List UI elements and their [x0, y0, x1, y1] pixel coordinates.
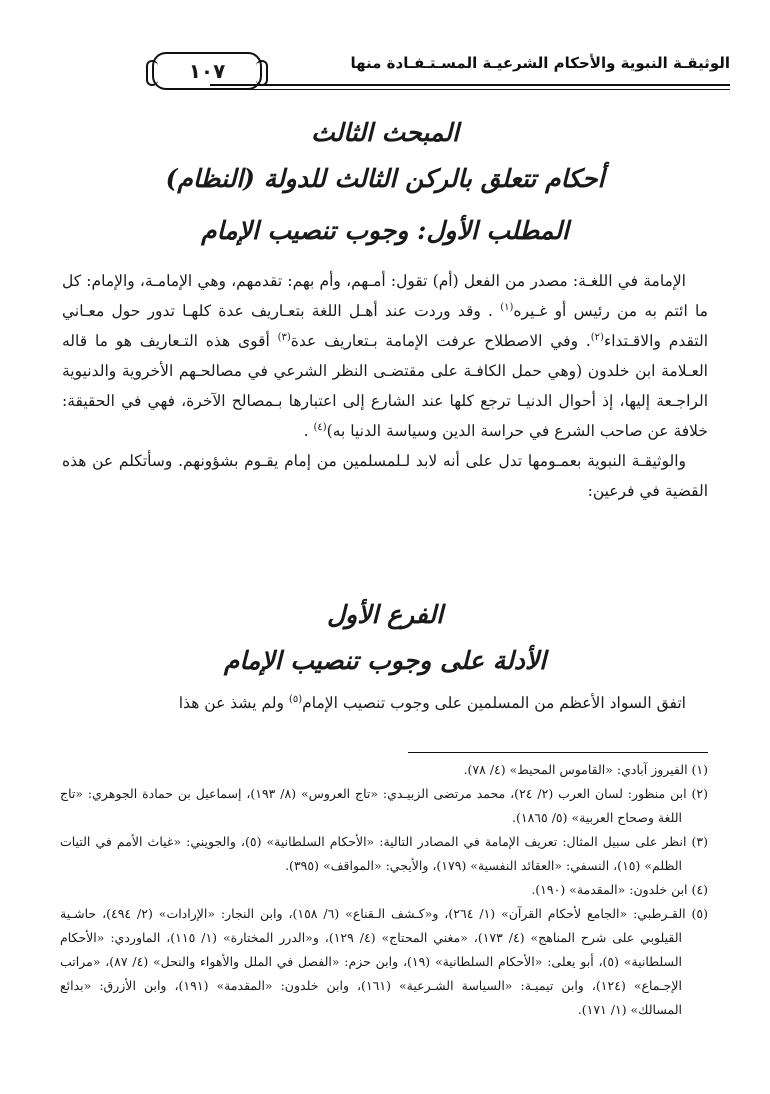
footnote-separator [408, 752, 708, 753]
footnote-ref-1: (١) [500, 301, 514, 313]
branch-heading: الفرع الأول [326, 600, 444, 629]
page-number-badge [152, 52, 262, 90]
footnote-2: (٢) ابن منظور: لسان العرب (٢/ ٢٤)، محمد مرتضى الزبيـدي: «تاج العروس» (٨/ ١٩٣)، إسماعيل بن حمادة الجوهري: «تاج اللغة وصحاح العربية» (٥/ ١٨٦٥). [60, 786, 708, 825]
header-rule-thin [210, 89, 730, 90]
running-header [60, 48, 730, 100]
footnote-ref-2: (٢) [590, 331, 604, 343]
text-run: . [303, 422, 314, 440]
header-rule [210, 84, 730, 86]
footnote-3: (٣) انظر على سبيل المثال: تعريف الإمامة في المصادر التالية: «الأحكام السلطانية» (٥)، والجويني: «غياث الأمم في التيات الظلم» (١٥)، النسفي: «العقائد النفسية» (١٧٩)، والأيجي: «المواقف» (٣٩٥). [60, 834, 709, 873]
paragraph-definition [62, 266, 708, 446]
header-title: الوثيقـة النبوية والأحكام الشرعيـة المسـتـفـادة منها [350, 54, 730, 72]
paragraph-consensus [62, 688, 708, 718]
text-run: ولم يشذ عن هذا [178, 694, 289, 712]
footnotes [60, 758, 708, 1022]
page-number: ١٠٧ [188, 59, 226, 83]
chapter-heading: أحكام تتعلق بالركن الثالث للدولة (النظام) [165, 164, 605, 193]
text-run: . وقد وردت عند أهـل اللغة بتعـاريف عدة كلهـا تدور حول معـاني التقدم والاقـتداء [62, 302, 708, 350]
footnote-ref-4: (٤) [313, 421, 327, 433]
branch-title-heading: الأدلة على وجوب تنصيب الإمام [223, 646, 547, 675]
text-run: الإمامة في اللغـة: مصدر من الفعل (أم) تقول: أمـهم، وأم بهم: تقدمهم، وهي الإمامـة، والإمام: كل ما ائتم به من رئيس أو غـيره [62, 272, 708, 320]
body-text-continued [62, 688, 708, 718]
footnote-4: (٤) ابن خلدون: «المقدمة» (١٩٠). [531, 882, 708, 897]
text-run: اتفق السواد الأعظم من المسلمين على وجوب تنصيب الإمام [302, 694, 686, 712]
paragraph-document-ref: والوثيقـة النبوية بعمـومها تدل على أنه لابد لـلمسلمين من إمام يقـوم بشؤونهم. وسأتكلم عن هذه القضية في فرعين: [62, 452, 708, 500]
body-text [62, 266, 708, 506]
section-heading: المبحث الثالث [311, 118, 459, 147]
text-run: أقوى هذه التـعاريف هو ما قاله العـلامة ابن خلدون (وهي حمل الكافـة على مقتضـى النظر الشرعي في مصالحـهم الأخروية والدنيوية الراجـعة إليها، إذ أحوال الدنيـا ترجع كلها عند الشارع إلى اعتبارها بـمصالح الآخرة، فهي في الحقيقة: خلافة عن صاحب الشرع في حراسة الدين وسياسة الدنيا به) [62, 332, 708, 440]
footnote-ref-5: (٥) [288, 693, 303, 705]
footnote-ref-3: (٣) [277, 331, 291, 343]
text-run: . وفي الاصطلاح عرفت الإمامة بـتعاريف عدة [290, 332, 591, 350]
subsection-heading: المطلب الأول: وجوب تنصيب الإمام [201, 216, 569, 245]
footnote-1: (١) الفيروز آبادي: «القاموس المحيط» (٤/ ٧٨). [463, 762, 708, 777]
footnote-5: (٥) القـرطبي: «الجامع لأحكام القرآن» (١/ ٢٦٤)، و«كـشف الـقناع» (٦/ ١٥٨)، وابن النجار: «الإرادات» (٢/ ٤٩٤)، حاشـية القيلوبي على شرح المناهج» (٤/ ١٧٣)، «مغني المحتاج» (٤/ ١٢٩)، و«الدرر المختارة» (١/ ١١٥)، الماوردي: «الأحكام السلطانية» (٥)، أبو يعلى: «الأحكام السلطانية» (١٩)، وابن حزم: «الفصل في الملل والأهواء والنحل» (٤/ ٨٧)، «مراتب الإجـماع» (١٢٤)، وابن تيميـة: «السياسة الشـرعية» (١٦١)، وابن خلدون: «المقدمة» (١٩١)، وابن الأزرق: «بدائع المسالك» (١/ ١٧١). [60, 906, 709, 1017]
